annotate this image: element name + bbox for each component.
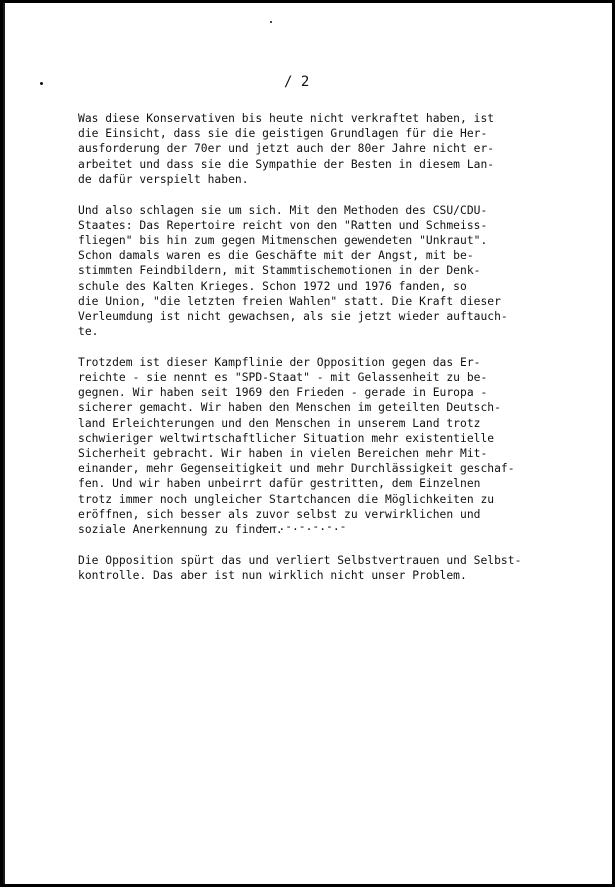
text-line: eröffnen, sich besser als zuvor selbst zu verwirklichen und — [78, 507, 481, 521]
paragraph-4 — [78, 553, 578, 583]
text-line: schule des Kalten Krieges. Schon 1972 und 1976 fanden, so — [78, 279, 467, 293]
text-line: arbeitet und dass sie die Sympathie der Besten in diesem Lan- — [78, 157, 495, 171]
text-line: de dafür verspielt haben. — [78, 172, 249, 186]
text-line: soziale Anerkennung zu finden. — [78, 523, 283, 537]
text-line: kontrolle. Das aber ist nun wirklich nicht unser Problem. — [78, 568, 467, 582]
scan-speck — [40, 82, 43, 85]
text-line: einander, mehr Gegenseitigkeit und mehr Durchlässigkeit geschaf- — [78, 462, 515, 476]
text-line: Und also schlagen sie um sich. Mit den Methoden des CSU/CDU- — [78, 203, 488, 217]
text-line: stimmten Feindbildern, mit Stammtischemotionen in der Denk- — [78, 264, 481, 278]
paragraph-1 — [78, 111, 578, 187]
text-line: land Erleichterungen und den Menschen in unserem Land trotz — [78, 416, 481, 430]
paragraph-2 — [78, 203, 578, 340]
scan-speck — [270, 21, 272, 23]
text-line: die Union, "die letzten freien Wahlen" statt. Die Kraft dieser — [78, 294, 501, 308]
page-number: / 2 — [284, 74, 310, 90]
text-line: Die Opposition spürt das und verliert Selbstvertrauen und Selbst- — [78, 553, 522, 567]
text-line: die Einsicht, dass sie die geistigen Grundlagen für die Her- — [78, 127, 488, 141]
paragraph-3 — [78, 355, 578, 537]
text-line: gegnen. Wir haben seit 1969 den Frieden - gerade in Europa - — [78, 386, 488, 400]
text-line: sicherer gemacht. Wir haben den Menschen im geteilten Deutsch- — [78, 401, 501, 415]
text-line: Verleumdung ist nicht gewachsen, als sie jetzt wieder auftauch- — [78, 309, 508, 323]
end-separator: -.-.-.-.-.-.- — [258, 520, 347, 533]
text-line: ausforderung der 70er und jetzt auch der 80er Jahre nicht er- — [78, 142, 495, 156]
text-line: Trotzdem ist dieser Kampflinie der Opposition gegen das Er- — [78, 355, 481, 369]
text-line: schwieriger weltwirtschaftlicher Situation mehr existentielle — [78, 431, 495, 445]
text-line: reichte - sie nennt es "SPD-Staat" - mit Gelassenheit zu be- — [78, 371, 488, 385]
text-line: Was diese Konservativen bis heute nicht verkraftet haben, ist — [78, 112, 495, 125]
text-line: Schon damals waren es die Geschäfte mit der Angst, mit be- — [78, 249, 474, 263]
text-line: Sicherheit gebracht. Wir haben in vielen Bereichen mehr Mit- — [78, 447, 488, 461]
text-line: trotz immer noch ungleicher Startchancen die Möglichkeiten zu — [78, 492, 495, 506]
text-line: fen. Und wir haben unbeirrt dafür gestritten, dem Einzelnen — [78, 477, 481, 491]
text-line: te. — [78, 325, 99, 339]
text-line: fliegen" bis hin zum gegen Mitmenschen gewendeten "Unkraut". — [78, 233, 488, 247]
text-line: Staates: Das Repertoire reicht von den "Ratten und Schmeiss- — [78, 218, 488, 232]
